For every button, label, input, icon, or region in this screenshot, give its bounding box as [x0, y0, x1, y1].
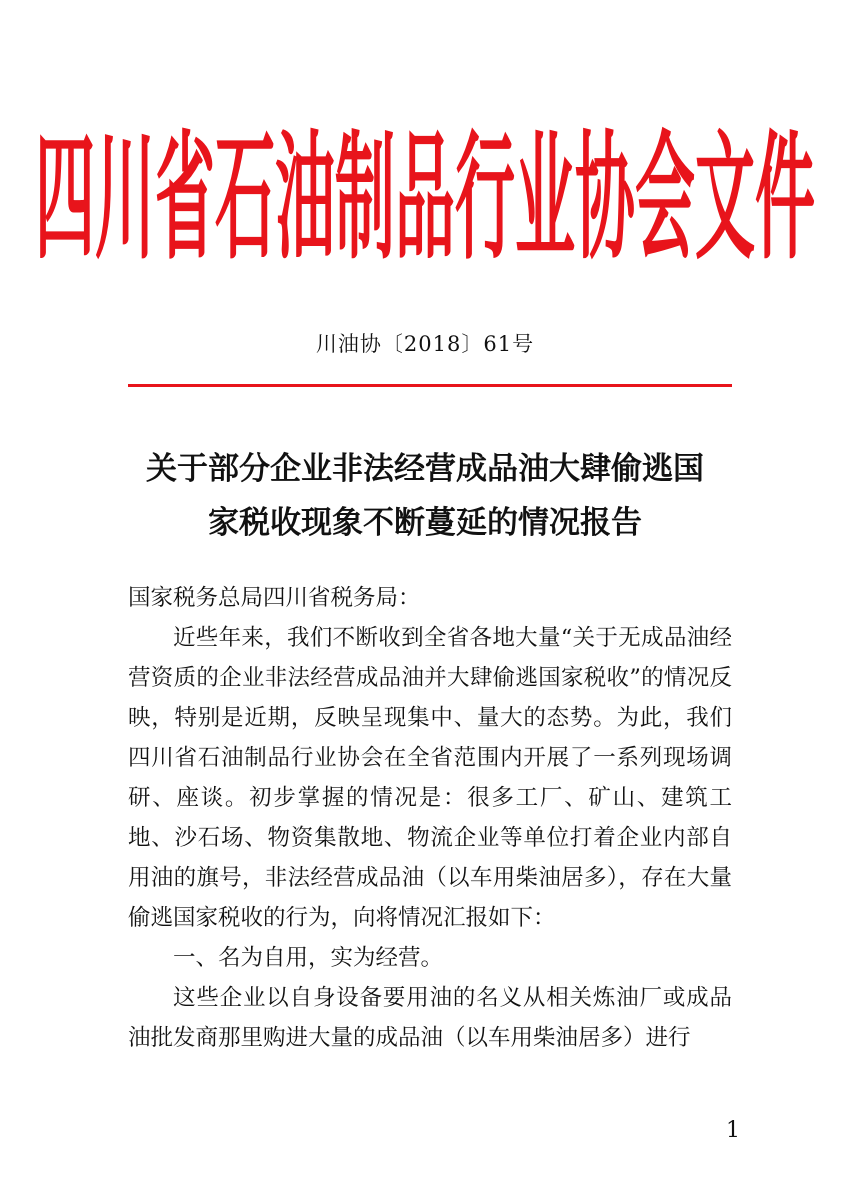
red-divider-line	[128, 384, 732, 387]
body-paragraph-2: 这些企业以自身设备要用油的名义从相关炼油厂或成品油批发商那里购进大量的成品油（以车用柴油居多）进行	[128, 985, 732, 1051]
document-body	[128, 578, 732, 1058]
org-header-title	[0, 108, 850, 268]
org-header-title-text: 四川省石油制品行业协会文件	[35, 119, 815, 268]
report-title	[0, 442, 850, 550]
report-title-line-1: 关于部分企业非法经营成品油大肆偷逃国	[146, 451, 704, 487]
section-1-heading: 一、名为自用，实为经营。	[173, 945, 444, 971]
page-number: 1	[726, 1118, 740, 1143]
report-title-line-2: 家税收现象不断蔓延的情况报告	[208, 505, 642, 541]
document-number: 川油协〔2018〕61号	[315, 332, 535, 356]
salutation: 国家税务总局四川省税务局：	[128, 585, 421, 611]
body-paragraph-1: 近些年来，我们不断收到全省各地大量“关于无成品油经营资质的企业非法经营成品油并大肆偷逃国家税收”的情况反映，特别是近期，反映呈现集中、量大的态势。为此，我们四川省石油制品行业协会在全省范围内开展了一系列现场调研、座谈。初步掌握的情况是：很多工厂、矿山、建筑工地、沙石场、物资集散地、物流企业等单位打着企业内部自用油的旗号，非法经营成品油（以车用柴油居多），存在大量偷逃国家税收的行为，向将情况汇报如下：	[128, 625, 732, 931]
